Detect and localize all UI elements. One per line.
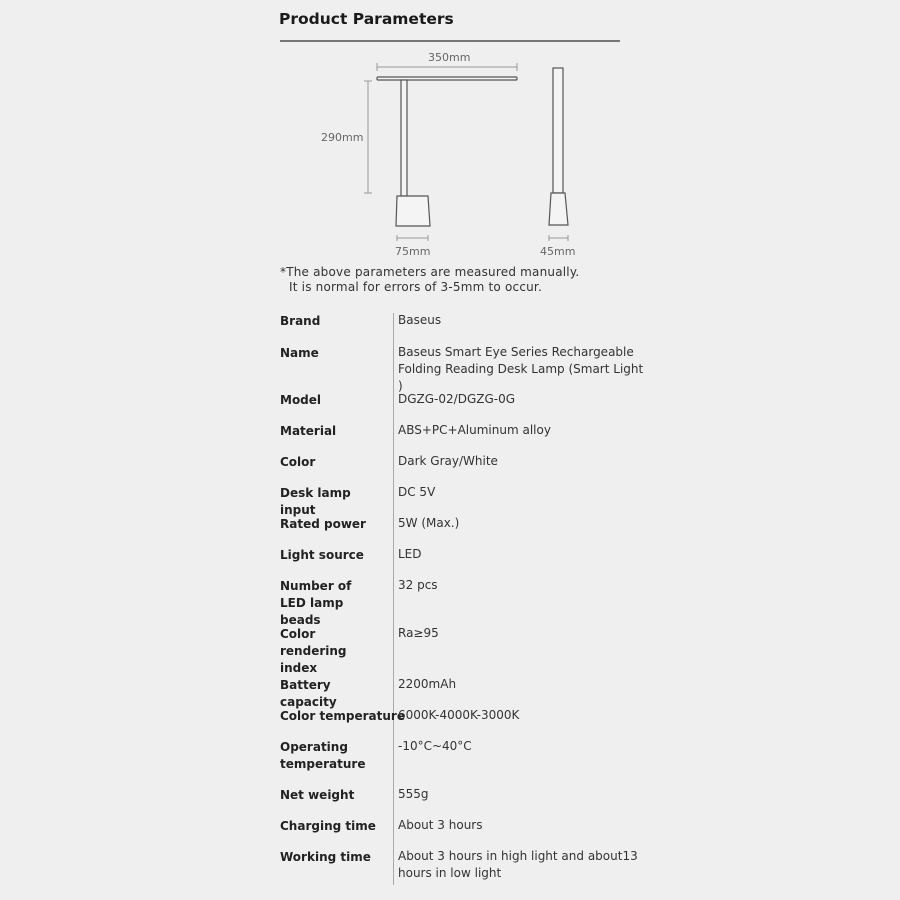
page-title: Product Parameters xyxy=(279,10,454,28)
spec-label: Charging time xyxy=(280,819,376,833)
spec-value: 32 pcs xyxy=(398,578,438,592)
note-line: It is normal for errors of 3-5mm to occur. xyxy=(289,280,542,294)
spec-value: Baseus xyxy=(398,313,442,327)
measurement-note xyxy=(280,265,579,295)
spec-label: Operating temperature xyxy=(280,740,366,771)
spec-label: Color temperature xyxy=(280,709,405,723)
spec-label: Light source xyxy=(280,548,364,562)
side-width-label: 45mm xyxy=(540,245,576,258)
spec-value: Baseus Smart Eye Series Rechargeable Folding Reading Desk Lamp (Smart Light ) xyxy=(398,345,644,393)
note-line: *The above parameters are measured manually. xyxy=(280,265,580,279)
spec-label: Number of LED lamp beads xyxy=(280,579,352,627)
spec-value: 2200mAh xyxy=(398,677,457,691)
width-label: 350mm xyxy=(428,51,471,64)
spec-value: 5W (Max.) xyxy=(398,516,460,530)
spec-label: Material xyxy=(280,424,337,438)
spec-value: 555g xyxy=(398,787,429,801)
height-label: 290mm xyxy=(321,131,364,144)
spec-value: ABS+PC+Aluminum alloy xyxy=(398,423,551,437)
spec-label: Battery capacity xyxy=(280,678,337,709)
lamp-dimension-diagram xyxy=(0,0,900,300)
spec-value: -10°C~40°C xyxy=(398,739,472,753)
spec-divider xyxy=(393,313,394,885)
spec-value: Ra≥95 xyxy=(398,626,439,640)
base-width-label: 75mm xyxy=(395,245,431,258)
spec-label: Working time xyxy=(280,850,371,864)
spec-label: Rated power xyxy=(280,517,366,531)
spec-value: 6000K-4000K-3000K xyxy=(398,708,520,722)
spec-label: Brand xyxy=(280,314,321,328)
spec-value: DGZG-02/DGZG-0G xyxy=(398,392,516,406)
spec-label: Name xyxy=(280,346,319,360)
spec-label: Desk lamp input xyxy=(280,486,351,517)
spec-value: LED xyxy=(398,547,422,561)
spec-label: Color rendering index xyxy=(280,627,347,675)
spec-label: Model xyxy=(280,393,322,407)
spec-value: About 3 hours xyxy=(398,818,483,832)
spec-value: DC 5V xyxy=(398,485,436,499)
spec-label: Net weight xyxy=(280,788,355,802)
spec-value: Dark Gray/White xyxy=(398,454,498,468)
spec-value: About 3 hours in high light and about13 hours in low light xyxy=(398,849,638,880)
spec-label: Color xyxy=(280,455,316,469)
